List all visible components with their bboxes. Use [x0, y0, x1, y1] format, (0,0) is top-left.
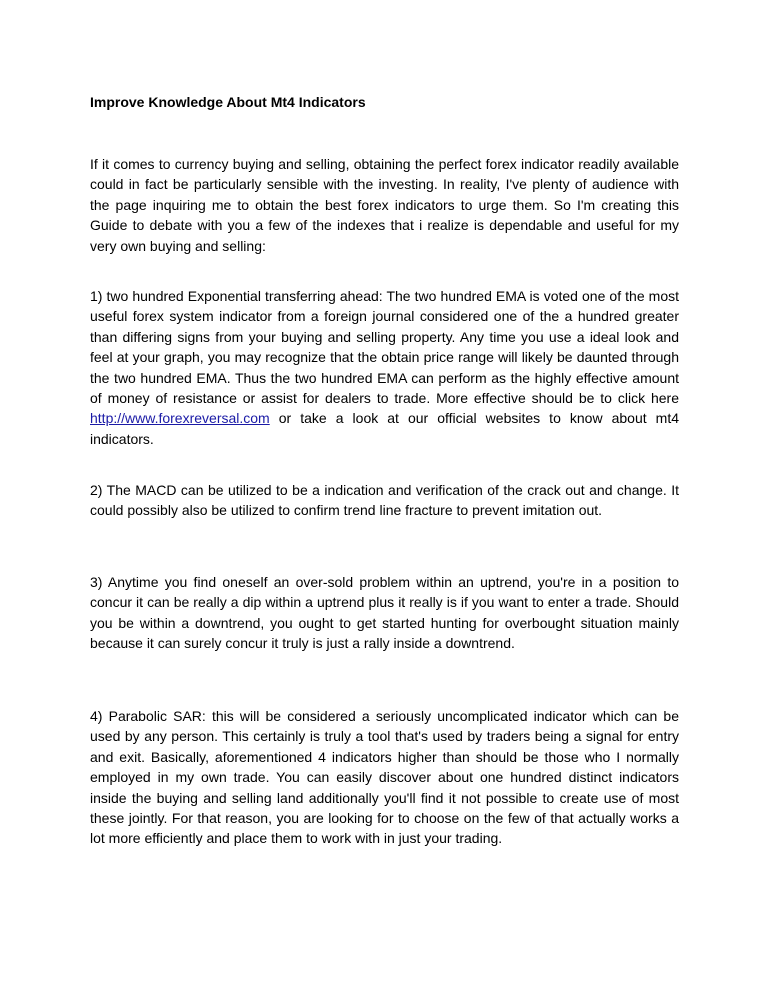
- paragraph-intro: If it comes to currency buying and selling, obtaining the perfect forex indicator readily available could in fact be particularly sensible with the investing. In reality, I've plenty of audience with the page inquiring me to obtain the best forex indicators to urge them. So I'm creating this Guide to debate with you a few of the indexes that i realize is dependable and useful for my very own buying and selling:: [90, 156, 679, 254]
- forexreversal-link[interactable]: http://www.forexreversal.com: [90, 410, 270, 427]
- paragraph-oversold: 3) Anytime you find oneself an over-sold problem within an uptrend, you're in a position to concur it can be really a dip within a uptrend plus it really is if you want to enter a trade. Should you be within a downtrend, you ought to get started hunting for overbought situation mainly because it can surely concur it truly is just a rally inside a downtrend.: [90, 574, 679, 652]
- paragraph-parabolic-sar: 4) Parabolic SAR: this will be considered a seriously uncomplicated indicator which can be used by any person. This certainly is truly a tool that's used by traders being a signal for entry and exit. Basically, aforementioned 4 indicators higher than should be those who I normally employed in my own trade. You can easily discover about one hundred distinct indicators inside the buying and selling land additionally you'll find it not possible to create use of most these jointly. For that reason, you are looking for to choose on the few of that actually works a lot more efficiently and place them to work with in just your trading.: [90, 708, 679, 847]
- document-title: Improve Knowledge About Mt4 Indicators: [90, 94, 366, 110]
- paragraph-macd: 2) The MACD can be utilized to be a indication and verification of the crack out and change. It could possibly also be utilized to confirm trend line fracture to prevent imitation out.: [90, 482, 679, 519]
- paragraph-ema: [90, 286, 679, 449]
- paragraph-ema-text-end: or take a look at our official websites to know about mt4 indicators.: [90, 410, 679, 447]
- paragraph-ema-text: 1) two hundred Exponential transferring ahead: The two hundred EMA is voted one of the most useful forex system indicator from a foreign journal considered one of the a hundred greater than differing signs from your buying and selling property. Any time you use a ideal look and feel at your graph, you may recognize that the obtain price range will likely be daunted through the two hundred EMA. Thus the two hundred EMA can perform as the highly effective amount of money of resistance or assist for dealers to trade. More effective should be to click here: [90, 288, 679, 407]
